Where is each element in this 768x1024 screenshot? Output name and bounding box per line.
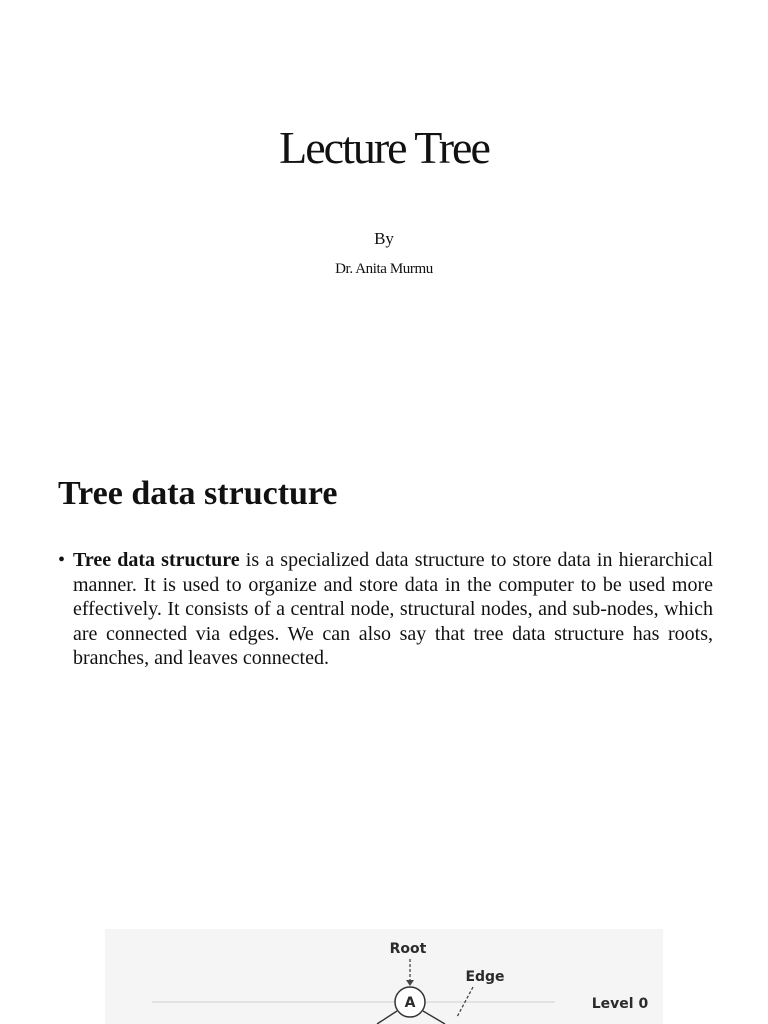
author-name: Dr. Anita Murmu [335,261,433,277]
lecture-title: Lecture Tree [279,122,489,173]
title-slide [0,0,768,440]
root-pointer-arrowhead [406,980,414,986]
node-label: A [404,995,416,1011]
bullet-point [58,548,713,671]
tree-diagram-figure [105,929,663,1024]
bullet-bold-term: Tree data structure [73,549,240,571]
bullet-marker: • [58,549,66,571]
root-label: Root [389,941,427,957]
level-label: Level 0 [591,996,649,1012]
edge-label: Edge [465,969,505,985]
slide-heading: Tree data structure [58,475,338,512]
by-line: By [374,229,394,248]
tree-diagram [105,929,663,1024]
bullet-body: is a specialized data structure to store data in hierarchical manner. It is used to organize and store data in the computer to be used more effectively. It consists of a central node, structural nodes, and sub-nodes, which are connected via edges. We can also say that tree data structure has roots, branches, and leaves connected. [73,549,713,669]
left-edge [377,1011,397,1024]
right-edge [423,1011,445,1024]
content-slide [0,440,768,920]
bullet-text [73,548,713,671]
